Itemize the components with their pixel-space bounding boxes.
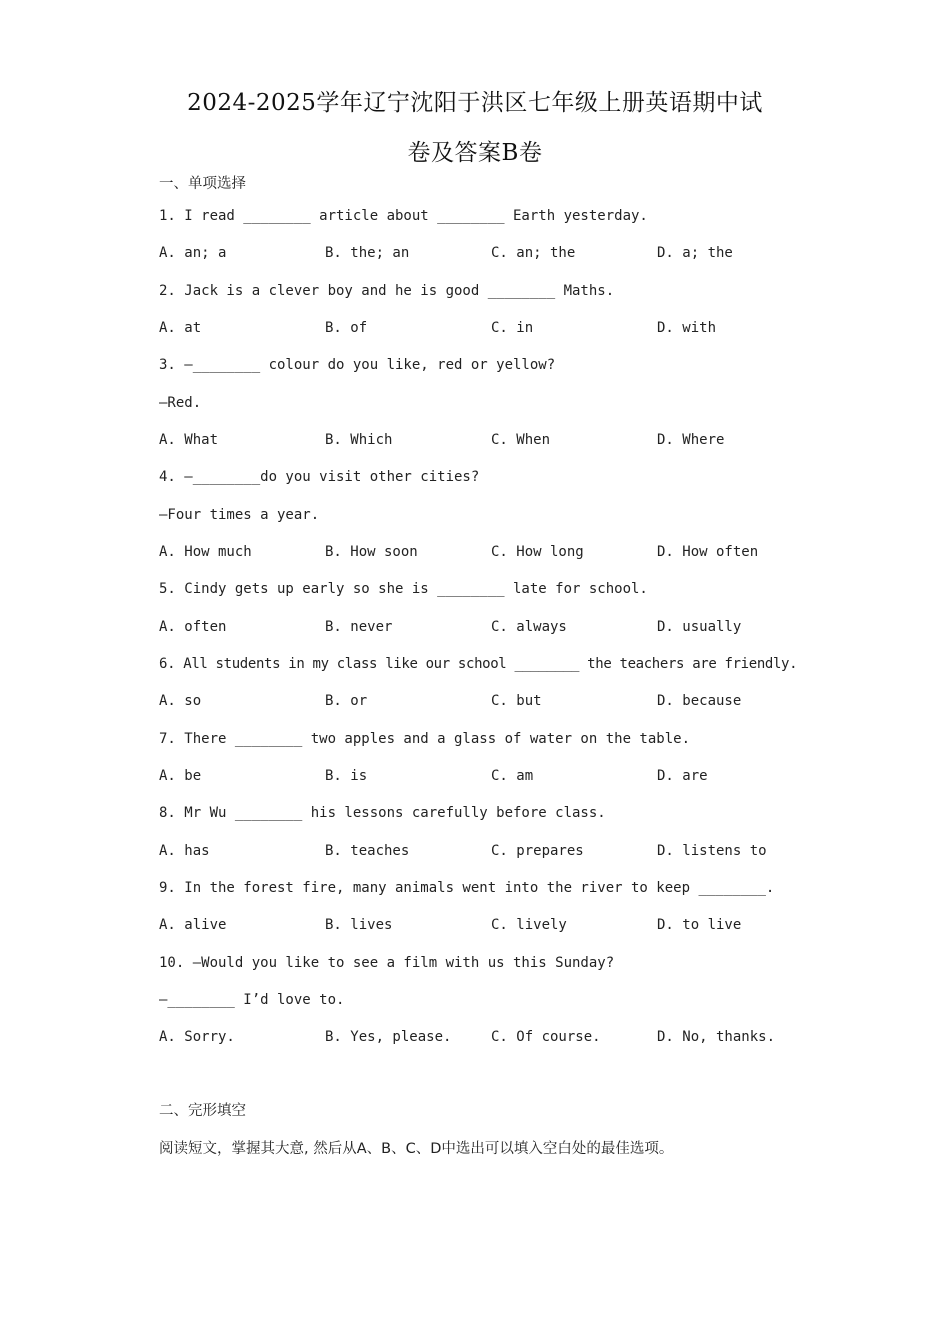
question-6-option-d: D. because — [657, 693, 742, 709]
question-7-option-a: A. be — [159, 768, 202, 784]
question-3-option-d: D. Where — [657, 432, 725, 448]
question-9-option-a: A. alive — [159, 917, 227, 933]
question-8-option-d: D. listens to — [657, 843, 767, 859]
question-10-option-a: A. Sorry. — [159, 1029, 235, 1045]
question-5-option-c: C. always — [491, 619, 567, 635]
question-3-option-c: C. When — [491, 432, 551, 448]
question-10-option-b: B. Yes, please. — [325, 1029, 452, 1045]
question-9-option-c: C. lively — [491, 917, 567, 933]
question-1-option-d: D. a; the — [657, 245, 733, 261]
question-2-stem: 2. Jack is a clever boy and he is good ________ Maths. — [159, 283, 615, 299]
question-4-reply: —Four times a year. — [159, 507, 320, 523]
question-10-reply: —________ I’d love to. — [159, 992, 345, 1008]
question-5-option-b: B. never — [325, 619, 393, 635]
question-7-option-c: C. am — [491, 768, 534, 784]
question-3-reply: —Red. — [159, 395, 202, 411]
question-8-option-a: A. has — [159, 843, 210, 859]
section-2-title: 二、完形填空 — [159, 1103, 246, 1119]
question-2-option-c: C. in — [491, 320, 534, 336]
question-1-stem: 1. I read ________ article about ________ Earth yesterday. — [159, 208, 648, 224]
question-3-option-a: A. What — [159, 432, 219, 448]
question-5-option-d: D. usually — [657, 619, 742, 635]
section-2-instruction: 阅读短文，掌握其大意, 然后从A、B、C、D中选出可以填入空白处的最佳选项。 — [159, 1141, 674, 1157]
question-2-option-a: A. at — [159, 320, 202, 336]
exam-title-line-2: 卷及答案B卷 — [407, 140, 543, 166]
question-4-option-d: D. How often — [657, 544, 759, 560]
question-6-stem: 6. All students in my class like our school ________ the teachers are friendly. — [159, 656, 798, 672]
section-1-title: 一、单项选择 — [159, 176, 246, 192]
question-8-option-b: B. teaches — [325, 843, 410, 859]
question-4-option-c: C. How long — [491, 544, 584, 560]
exam-title-line-1: 2024-2025学年辽宁沈阳于洪区七年级上册英语期中试 — [187, 90, 763, 116]
question-5-stem: 5. Cindy gets up early so she is ________ late for school. — [159, 581, 648, 597]
question-4-option-b: B. How soon — [325, 544, 418, 560]
question-1-option-b: B. the; an — [325, 245, 410, 261]
question-6-option-b: B. or — [325, 693, 368, 709]
question-7-option-d: D. are — [657, 768, 708, 784]
question-5-option-a: A. often — [159, 619, 227, 635]
question-7-stem: 7. There ________ two apples and a glass of water on the table. — [159, 731, 691, 747]
question-8-option-c: C. prepares — [491, 843, 584, 859]
question-2-option-b: B. of — [325, 320, 368, 336]
question-10-stem: 10. —Would you like to see a film with us this Sunday? — [159, 955, 615, 971]
question-8-stem: 8. Mr Wu ________ his lessons carefully before class. — [159, 805, 606, 821]
question-9-option-d: D. to live — [657, 917, 742, 933]
question-6-option-a: A. so — [159, 693, 202, 709]
question-10-option-d: D. No, thanks. — [657, 1029, 776, 1045]
question-10-option-c: C. Of course. — [491, 1029, 601, 1045]
question-1-option-c: C. an; the — [491, 245, 576, 261]
question-3-option-b: B. Which — [325, 432, 393, 448]
question-4-stem: 4. —________do you visit other cities? — [159, 469, 480, 485]
question-4-option-a: A. How much — [159, 544, 252, 560]
question-6-option-c: C. but — [491, 693, 542, 709]
question-9-stem: 9. In the forest fire, many animals went into the river to keep ________. — [159, 880, 775, 896]
question-3-stem: 3. —________ colour do you like, red or yellow? — [159, 357, 556, 373]
question-2-option-d: D. with — [657, 320, 717, 336]
question-7-option-b: B. is — [325, 768, 368, 784]
question-1-option-a: A. an; a — [159, 245, 227, 261]
question-9-option-b: B. lives — [325, 917, 393, 933]
